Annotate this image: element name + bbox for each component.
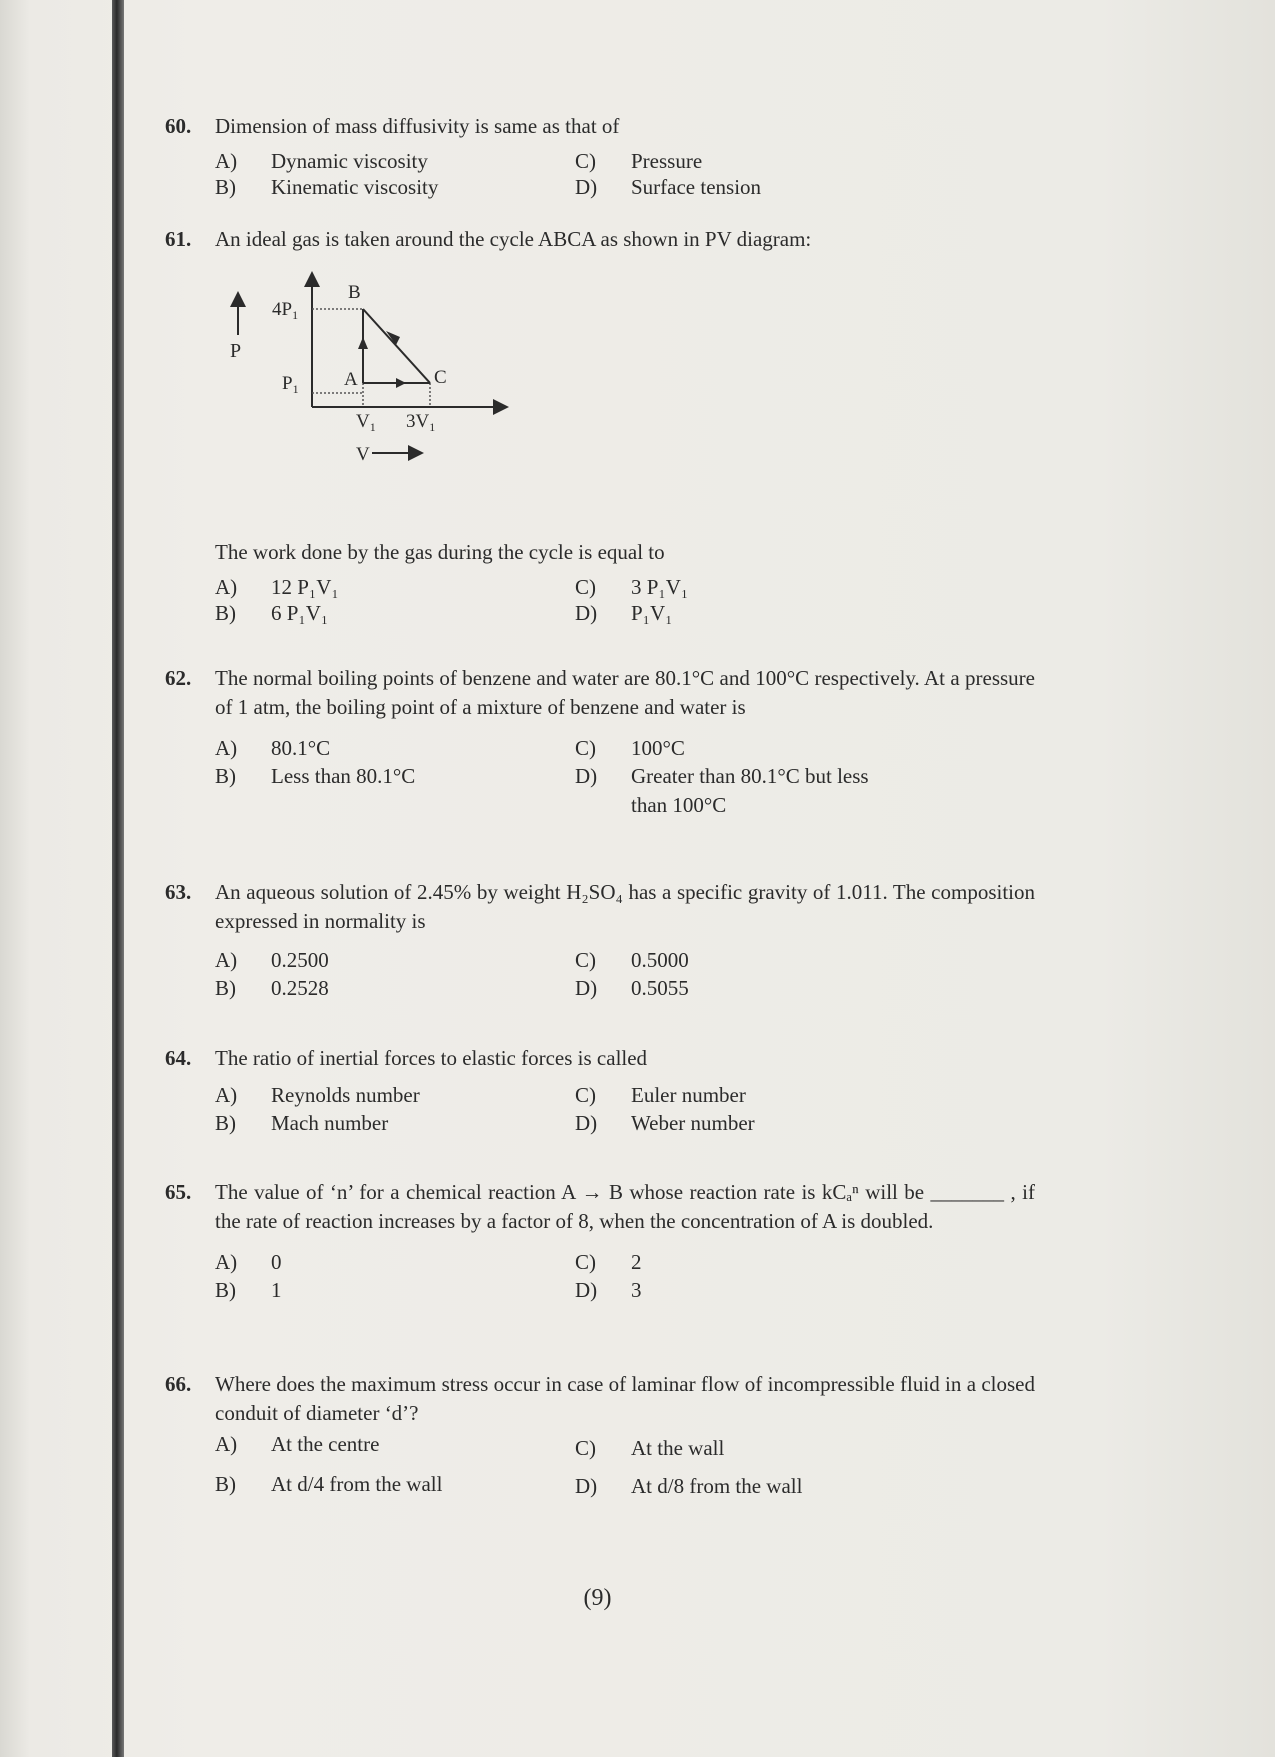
question-number: 61. — [165, 227, 192, 251]
option-a: A) 0.2500 — [215, 948, 329, 972]
svg-text:3V1: $3V_1$ — [406, 411, 436, 434]
option-d: D) Surface tension — [575, 175, 762, 199]
v-axis-label: V — [356, 444, 370, 465]
option-c: C) 2 — [575, 1250, 642, 1274]
option-b: B) 6 P₁V₁ — [215, 601, 329, 625]
options — [215, 946, 1035, 1002]
arrow-ab — [358, 337, 368, 349]
question-text: An aqueous solution of 2.45% by weight H₂SO₄ has a specific gravity of 1.011. The composition expressed in normality is — [215, 880, 1035, 933]
option-a: A) 12 P₁V₁ — [215, 575, 339, 599]
pv-diagram — [220, 265, 540, 515]
option-c: C) 3 P₁V₁ — [575, 575, 689, 599]
question-subtext: The work done by the gas during the cycle is equal to — [215, 540, 665, 564]
question-62 — [165, 664, 1035, 820]
question-number: 65. — [165, 1180, 192, 1204]
svg-text:4P1: $4P_1$ — [272, 299, 299, 322]
p-axis-label: P — [230, 340, 242, 362]
binding-spine — [112, 0, 124, 1757]
question-text: The value of ‘n’ for a chemical reaction A → B whose reaction rate is kCₐⁿ will be _______ , if the rate of reaction increases by a factor of 8, when the concentration of A is doubled. — [215, 1180, 1035, 1233]
options — [215, 1430, 1035, 1500]
point-c-label: C — [434, 367, 447, 388]
options — [215, 147, 1035, 203]
page-number: (9) — [583, 1585, 612, 1611]
path-bc — [363, 309, 430, 383]
option-c: C) Pressure — [575, 149, 703, 173]
question-text: Where does the maximum stress occur in case of laminar flow of incompressible fluid in a closed conduit of diameter ‘d’? — [215, 1372, 1035, 1425]
point-b-label: B — [348, 282, 361, 303]
option-b: B) 0.2528 — [215, 976, 329, 1000]
question-text: An ideal gas is taken around the cycle ABCA as shown in PV diagram: — [215, 227, 812, 251]
question-66 — [165, 1370, 1035, 1500]
option-a: A) At the centre — [215, 1432, 380, 1456]
question-64 — [165, 1044, 1035, 1137]
question-text: Dimension of mass diffusivity is same as that of — [215, 114, 620, 138]
svg-text:V1: $V_1$ — [356, 411, 376, 434]
option-d: D) At d/8 from the wall — [575, 1474, 803, 1498]
question-61 — [165, 225, 1035, 254]
option-a: A) 80.1°C — [215, 736, 331, 760]
point-a-label: A — [344, 369, 358, 390]
question-61-continued — [165, 538, 1035, 629]
option-d: D) P₁V₁ — [575, 601, 673, 625]
question-number: 60. — [165, 114, 192, 138]
question-number: 62. — [165, 666, 192, 690]
option-d: D) Greater than 80.1°C but less than 100°C — [575, 764, 869, 817]
option-a: A) Reynolds number — [215, 1083, 420, 1107]
option-c: C) Euler number — [575, 1083, 746, 1107]
option-c: C) 0.5000 — [575, 948, 689, 972]
option-b: B) Mach number — [215, 1111, 389, 1135]
options — [215, 1081, 1035, 1137]
options — [215, 1248, 1035, 1304]
options — [215, 573, 1035, 629]
option-c: C) At the wall — [575, 1436, 725, 1460]
option-b: B) Kinematic viscosity — [215, 175, 439, 199]
question-63 — [165, 878, 1035, 1002]
option-d: D) 3 — [575, 1278, 642, 1302]
question-65 — [165, 1178, 1035, 1304]
options — [215, 734, 1035, 820]
option-b: B) Less than 80.1°C — [215, 764, 416, 788]
option-a: A) Dynamic viscosity — [215, 149, 428, 173]
option-a: A) 0 — [215, 1250, 282, 1274]
option-b: B) 1 — [215, 1278, 282, 1302]
question-text: The normal boiling points of benzene and water are 80.1°C and 100°C respectively. At a pressure of 1 atm, the boiling point of a mixture of benzene and water is — [215, 666, 1035, 719]
question-number: 66. — [165, 1372, 192, 1396]
question-number: 63. — [165, 880, 192, 904]
option-c: C) 100°C — [575, 736, 685, 760]
option-b: B) At d/4 from the wall — [215, 1472, 443, 1496]
question-60 — [165, 112, 1035, 203]
question-number: 64. — [165, 1046, 192, 1070]
arrow-ca — [396, 378, 406, 388]
option-d: D) Weber number — [575, 1111, 755, 1135]
svg-text:P1: $P_1$ — [282, 373, 299, 396]
option-d: D) 0.5055 — [575, 976, 689, 1000]
question-text: The ratio of inertial forces to elastic forces is called — [215, 1046, 648, 1070]
